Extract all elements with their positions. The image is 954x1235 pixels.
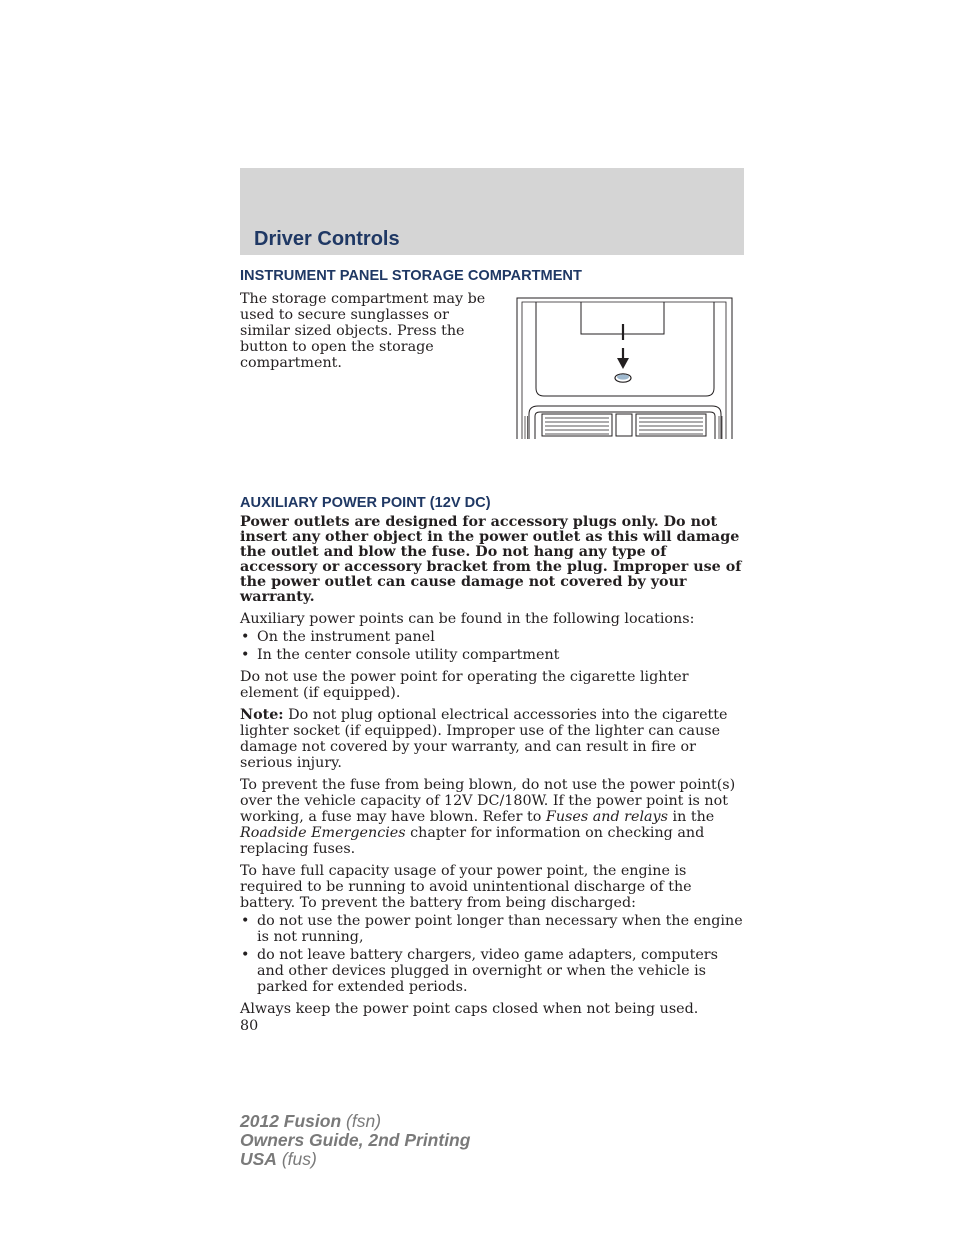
fuse-paragraph	[240, 777, 744, 857]
locations-intro: Auxiliary power points can be found in the following locations:	[240, 611, 695, 627]
storage-compartment-illustration	[514, 296, 734, 440]
list-item: • do not leave battery chargers, video game adapters, computers and other devices plugged in overnight or when the vehicle is parked for extended periods.	[240, 947, 744, 995]
note-paragraph	[240, 707, 744, 771]
lighter-warning-text: Do not use the power point for operating the cigarette lighter element (if equipped).	[240, 669, 689, 701]
note-text: Do not plug optional electrical accessories into the cigarette lighter socket (if equipped). Improper use of the lighter can cause damage not covered by your warranty, and can result in fire or serious injury.	[240, 707, 728, 771]
document-footer	[240, 1112, 470, 1169]
footer-region: USA	[240, 1149, 277, 1169]
footer-region-line	[240, 1150, 470, 1169]
section-header-band	[240, 168, 744, 255]
battery-tips-list	[240, 913, 744, 995]
power-point-heading: AUXILIARY POWER POINT (12V DC)	[240, 495, 491, 511]
footer-region-code: (fus)	[276, 1149, 317, 1169]
fuse-text: To prevent the fuse from being blown, do not use the power point(s) over the vehicle capacity of 12V DC/180W. If the power point is not working, a fuse may have blown. Refer to	[240, 777, 736, 825]
footer-model-line	[240, 1112, 470, 1131]
fuses-and-relays-reference: Fuses and relays	[545, 809, 668, 825]
instrument-panel-drawing	[514, 296, 734, 440]
locations-list	[240, 629, 744, 663]
page-content	[240, 266, 744, 1034]
list-item: • In the center console utility compartment	[240, 647, 744, 663]
note-label: Note:	[240, 707, 284, 723]
release-button-icon	[615, 374, 631, 382]
chapter-title: Driver Controls	[254, 228, 400, 250]
power-point-warning: Power outlets are designed for accessory plugs only. Do not insert any other object in the power outlet as this will damage the outlet and blow the fuse. Do not hang any type of accessory or accessory bracket from the plug. Improper use of the power outlet can cause damage not covered by your warranty.	[240, 514, 742, 605]
fuse-text: in the	[667, 809, 715, 825]
list-item: • do not use the power point longer than necessary when the engine is not running,	[240, 913, 744, 945]
power-point-section	[240, 493, 744, 1034]
footer-guide-line	[240, 1131, 470, 1150]
roadside-emergencies-reference: Roadside Emergencies	[240, 825, 406, 841]
storage-compartment-heading: INSTRUMENT PANEL STORAGE COMPARTMENT	[240, 268, 582, 284]
capacity-paragraph: To have full capacity usage of your power point, the engine is required to be running to avoid unintentional discharge of the battery. To prevent the battery from being discharged:	[240, 863, 692, 911]
footer-model-code: (fsn)	[341, 1111, 382, 1131]
footer-model: 2012 Fusion	[240, 1111, 342, 1131]
closing-text: Always keep the power point caps closed when not being used.	[240, 1001, 699, 1017]
footer-guide: Owners Guide, 2nd Printing	[240, 1130, 471, 1150]
storage-compartment-text: The storage compartment may be used to secure sunglasses or similar sized objects. Press the button to open the storage compartment.	[240, 291, 486, 371]
page-number: 80	[240, 1018, 259, 1034]
fuse-text: chapter for information on checking and replacing fuses.	[240, 825, 705, 857]
list-item: • On the instrument panel	[240, 629, 744, 645]
